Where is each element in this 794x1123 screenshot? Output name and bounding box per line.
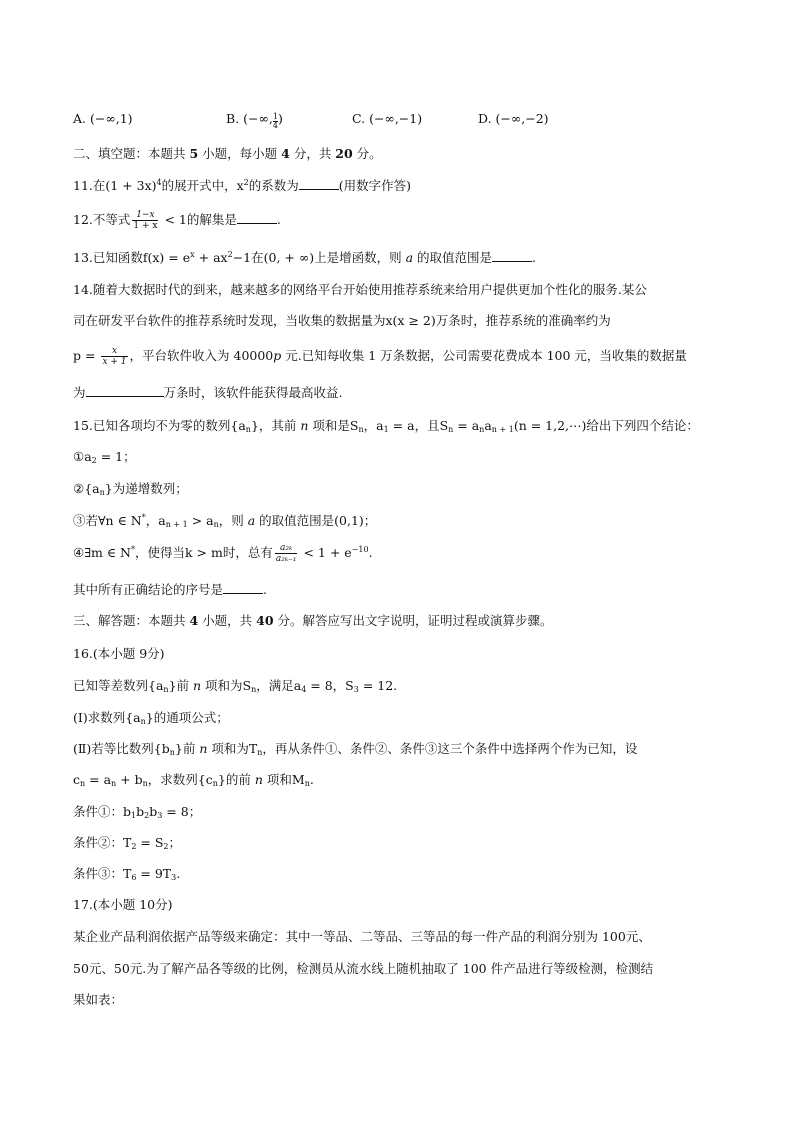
question-16-part-1: (Ⅰ)求数列$\{a_n\}$的通项公式； (73, 710, 229, 726)
section-2-heading: 二、填空题：本题共 5 小题，每小题 4 分，共 20 分。 (73, 146, 382, 161)
question-16-part-2: (Ⅱ)若等比数列$\{b_n\}$前 n 项和为$T_n$，再从条件①、条件②、条件③这三个条件中选择两个作为已知，设 (73, 741, 638, 757)
answer-blank-12 (237, 210, 277, 224)
question-14-line-3: p = $\frac{x}{x + 1}$ ，平台软件收入为 40000p 元.已知每收集 1 万条数据，公司需要花费成本 100 元，当收集的数据量 (73, 346, 687, 367)
question-16-part-2-cont: $c_n = a_n + b_n$，求数列$\{c_n\}$的前 n 项和$M_n$. (73, 772, 314, 788)
question-17-line-2: 50元、50元.为了解产品各等级的比例，检测员从流水线上随机抽取了 100 件产品进行等级检测，检测结 (73, 961, 654, 976)
question-17-line-1: 某企业产品利润依据产品等级来确定：其中一等品、二等品、三等品的每一件产品的利润分别为 100元、 (73, 929, 651, 944)
question-17-line-3: 果如表： (73, 992, 124, 1007)
question-14-line-4: 为 万条时，该软件能获得最高收益. (73, 385, 343, 400)
question-16-condition-2: 条件②：$T_2 = S_2$； (73, 835, 182, 851)
question-12: 12.不等式 $\frac{1-x}{1 + x}$ < 1的解集是 . (73, 210, 281, 231)
question-14-line-1: 14.随着大数据时代的到来，越来越多的网络平台开始使用推荐系统来给用户提供更加个性化的服务.某公 (73, 282, 647, 297)
choice-c: C. (−∞,−1) (352, 111, 423, 126)
question-16-title: 16.(本小题 9分) (73, 646, 165, 661)
question-17-title: 17.(本小题 10分) (73, 897, 173, 912)
answer-blank-14 (86, 383, 164, 397)
choice-a: A. (−∞,1) (73, 111, 133, 126)
fraction-12: $\frac{1-x}{1 + x}$ (133, 210, 158, 231)
question-16-condition-3: 条件③：$T_6 = 9T_3$. (73, 866, 181, 882)
fraction-14: $\frac{x}{x + 1}$ (102, 346, 127, 367)
question-15-conclusion-1: $①a_2 = 1$； (73, 449, 136, 465)
fraction-15: $\frac{\text{a₂ₖ}}{\text{a₂ₖ₋₁}}$ (275, 543, 297, 564)
section-3-heading: 三、解答题：本题共 4 小题，共 40 分。解答应写出文字说明，证明过程或演算步骤。 (73, 613, 553, 628)
question-15-ask: 其中所有正确结论的序号是 . (73, 582, 267, 597)
question-15-conclusion-2: $②\{a_n\}$为递增数列； (73, 481, 188, 497)
choice-d: D. (−∞,−2) (478, 111, 549, 126)
question-11: 11.在$(1 + 3x)^4$的展开式中，$x^2$的系数为 (用数字作答) (73, 178, 412, 193)
answer-blank-15 (223, 580, 263, 594)
question-16-condition-1: 条件①：$b_1b_2b_3 = 8$； (73, 804, 202, 820)
choice-b-fraction: $\frac{1}{4}$ (272, 112, 278, 130)
answer-blank-11 (299, 176, 339, 190)
answer-blank-13 (492, 248, 532, 262)
question-15-conclusion-4: ④∃m ∈ N*，使得当k > m时，总有 $\frac{\text{a₂ₖ}}{\text{a₂ₖ₋₁}}$ < $1 + e^{-10}$. (73, 543, 373, 564)
question-14-line-2: 司在研发平台软件的推荐系统时发现，当收集的数据量为x(x ≥ 2)万条时，推荐系统的准确率约为 (73, 313, 611, 328)
question-16-stem: 已知等差数列$\{a_n\}$前 n 项和为$S_n$，满足$a_4 = 8$，$S_3 = 12$. (73, 678, 398, 694)
choice-b: B. (−∞, $\frac{1}{4}$ ) (226, 111, 283, 130)
question-15-stem: 15.已知各项均不为零的数列$\{a_n\}$，其前 n 项和是$S_n$，$a_1 = a$，且$S_n = a_na_{n + 1}(n$ = 1,2,⋯)给出下列四个结论： (73, 418, 699, 434)
question-13: 13.已知函数$f(x) = e^x + ax^2-1$在(0, + ∞)上是增函数，则 a 的取值范围是 . (73, 250, 537, 265)
question-15-conclusion-3: ③若∀n ∈ N*，$a_{n + 1} > a_n$，则 a 的取值范围是(0,1)； (73, 513, 377, 529)
